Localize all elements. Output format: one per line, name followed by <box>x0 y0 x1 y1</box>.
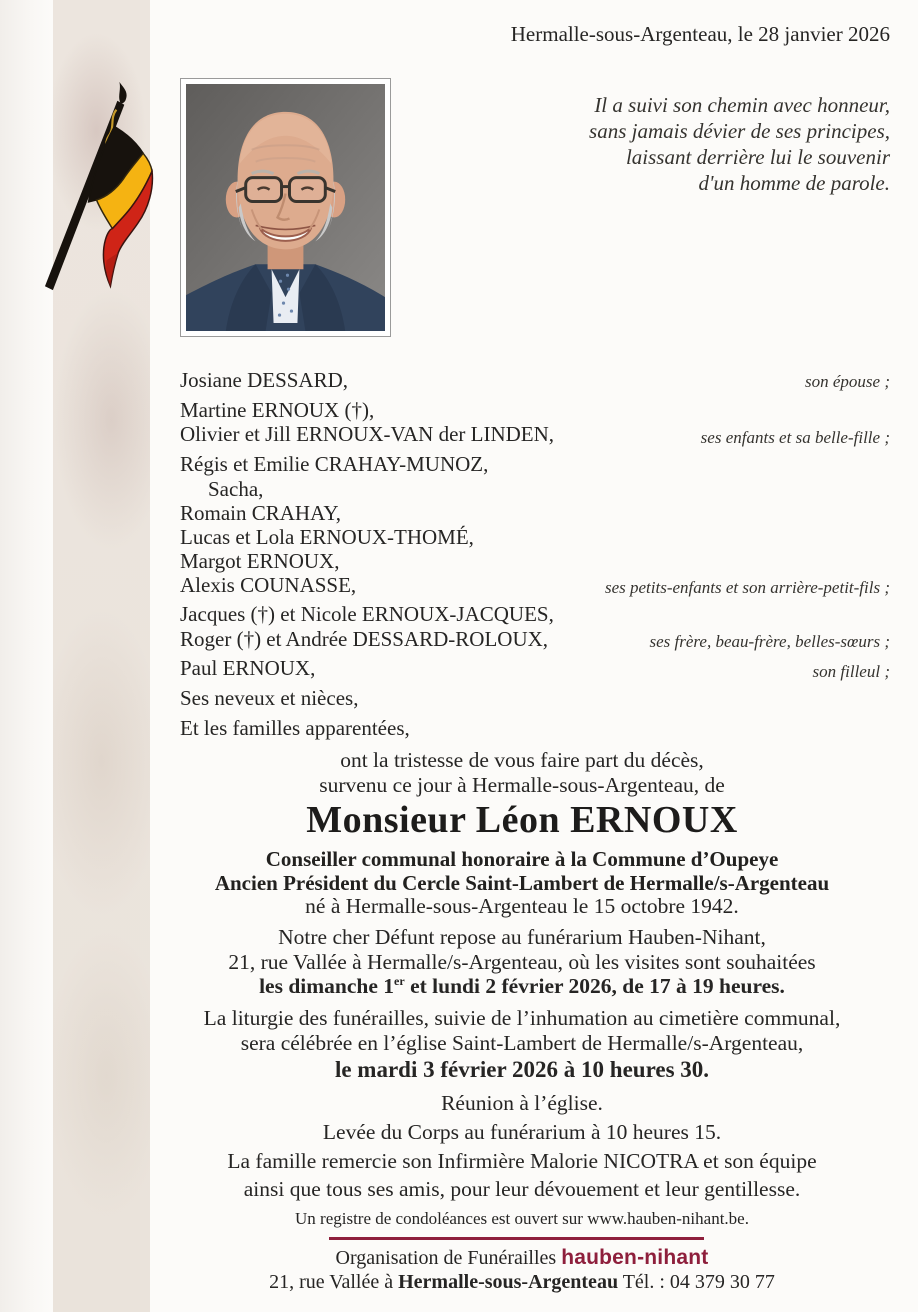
family-name: Roger (†) et Andrée DESSARD-ROLOUX, <box>180 627 549 651</box>
thanks-line: ainsi que tous ses amis, pour leur dévouement et leur gentillesse. <box>243 1177 801 1201</box>
family-name: Alexis COUNASSE, <box>180 573 357 597</box>
family-name: Josiane DESSARD, <box>180 368 349 392</box>
announcement-line: survenu ce jour à Hermalle-sous-Argenteau, de <box>319 773 725 797</box>
footer-organisation <box>122 1246 918 1270</box>
thanks-line: La famille remercie son Infirmière Malorie NICOTRA et son équipe <box>227 1149 817 1173</box>
family-name: Martine ERNOUX (†), <box>180 398 375 422</box>
portrait-photo-frame <box>180 78 391 337</box>
announcement-line: ont la tristesse de vous faire part du décès, <box>340 748 704 772</box>
visitation-dates <box>122 974 918 999</box>
family-name: Paul ERNOUX, <box>180 656 316 680</box>
footer-address <box>122 1271 918 1294</box>
family-name: Olivier et Jill ERNOUX-VAN der LINDEN, <box>180 422 555 446</box>
visitation-dates-prefix: les dimanche 1 <box>259 974 395 998</box>
visitation-line: Notre cher Défunt repose au funérarium Hauben-Nihant, <box>278 925 766 949</box>
ceremony-line: La liturgie des funérailles, suivie de l’inhumation au cimetière communal, <box>203 1006 841 1030</box>
birth-line: né à Hermalle-sous-Argenteau le 15 octobre 1942. <box>305 894 739 918</box>
family-name: Margot ERNOUX, <box>180 549 340 573</box>
family-name: Régis et Emilie CRAHAY-MUNOZ, <box>180 452 489 476</box>
levee-line: Levée du Corps au funérarium à 10 heures 15. <box>322 1120 722 1144</box>
ceremony-date: le mardi 3 février 2026 à 10 heures 30. <box>334 1057 710 1082</box>
glasses-right-lens <box>289 178 325 202</box>
relation-label: ses enfants et sa belle-fille ; <box>700 428 890 447</box>
family-name: Lucas et Lola ERNOUX-THOMÉ, <box>180 525 474 549</box>
relation-label: ses frère, beau-frère, belles-sœurs ; <box>649 632 890 651</box>
quote-line: laissant derrière lui le souvenir <box>625 145 890 169</box>
deceased-name-title: Monsieur Léon ERNOUX <box>306 799 738 841</box>
belgian-flag-icon <box>28 72 173 310</box>
hauben-nihant-logo: hauben-nihant <box>561 1246 709 1269</box>
visitation-dates-superscript: er <box>394 973 405 988</box>
family-name: Et les familles apparentées, <box>180 716 410 740</box>
deceased-role: Conseiller communal honoraire à la Commune d’Oupeye <box>265 847 779 871</box>
relation-label: ses petits-enfants et son arrière-petit-fils ; <box>604 578 890 597</box>
family-name: Ses neveux et nièces, <box>180 686 359 710</box>
church-meeting-line: Réunion à l’église. <box>441 1091 603 1115</box>
portrait-photo <box>186 84 385 331</box>
footer-divider-line <box>329 1237 704 1240</box>
visitation-line: 21, rue Vallée à Hermalle/s-Argenteau, où les visites sont souhaitées <box>228 950 816 974</box>
footer-address-phone: Tél. : 04 379 30 77 <box>618 1271 775 1293</box>
quote-line: sans jamais dévier de ses principes, <box>589 119 890 143</box>
deceased-role: Ancien Président du Cercle Saint-Lambert de Hermalle/s-Argenteau <box>214 871 830 895</box>
ceremony-line: sera célébrée en l’église Saint-Lambert de Hermalle/s-Argenteau, <box>240 1031 804 1055</box>
flag-finial <box>119 82 126 103</box>
quote-line: Il a suivi son chemin avec honneur, <box>594 93 890 117</box>
relation-label: son filleul ; <box>812 662 890 681</box>
footer-address-city: Hermalle-sous-Argenteau <box>398 1271 619 1293</box>
footer-org-prefix: Organisation de Funérailles <box>335 1247 562 1269</box>
quote-line: d'un homme de parole. <box>698 171 890 195</box>
visitation-dates-suffix: et lundi 2 février 2026, de 17 à 19 heures. <box>404 974 785 998</box>
belgian-flag-svg <box>28 72 173 310</box>
footer-address-prefix: 21, rue Vallée à <box>269 1271 399 1293</box>
condolence-register-line: Un registre de condoléances est ouvert sur www.hauben-nihant.be. <box>295 1209 749 1228</box>
dateline: Hermalle-sous-Argenteau, le 28 janvier 2026 <box>510 22 890 46</box>
glasses-left-lens <box>246 178 282 202</box>
family-name: Sacha, <box>208 477 264 501</box>
memorial-quote <box>589 92 890 196</box>
family-name: Jacques (†) et Nicole ERNOUX-JACQUES, <box>180 602 554 626</box>
relation-label: son épouse ; <box>805 372 890 391</box>
family-name: Romain CRAHAY, <box>180 501 342 525</box>
